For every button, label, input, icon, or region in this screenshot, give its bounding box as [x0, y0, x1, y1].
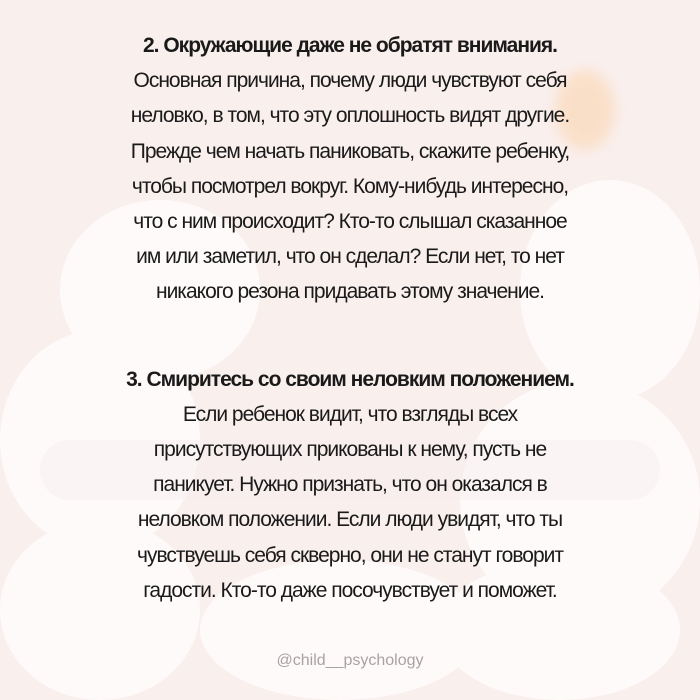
section-3-line: присутствующих прикованы к нему, пусть не — [153, 438, 547, 462]
section-2-title: 2. Окружающие даже не обратят внимания. — [143, 34, 557, 57]
section-3-line: неловком положении. Если люди увидят, что ты — [137, 508, 563, 532]
section-3-title: 3. Смиритесь со своим неловким положением. — [126, 367, 574, 391]
section-3-line: паникует. Нужно признать, что он оказался в — [153, 473, 547, 497]
section-2-line: им или заметил, что он сделал? Если нет, то нет — [136, 245, 564, 269]
post-text — [20, 28, 680, 608]
section-3-line: гадости. Кто-то даже посочувствует и поможет. — [143, 578, 557, 602]
section-2-line: что с ним происходит? Кто-то слышал сказанное — [133, 210, 567, 234]
section-2-line: неловко, в том, что эту оплошность видят другие. — [130, 104, 570, 128]
section-2-line: Прежде чем начать паниковать, скажите ребенку, — [130, 139, 570, 163]
section-2-line: чтобы посмотрел вокруг. Кому-нибудь интересно, — [131, 174, 569, 198]
section-3-line: чувствуешь себя скверно, они не станут говорит — [137, 543, 563, 567]
section-2-line: Основная причина, почему люди чувствуют себя — [133, 69, 567, 93]
author-handle: @child__psychology — [276, 652, 424, 669]
section-2-line: никакого резона придавать этому значение. — [155, 280, 545, 304]
section-3-line: Если ребенок видит, что взгляды всех — [182, 402, 518, 426]
